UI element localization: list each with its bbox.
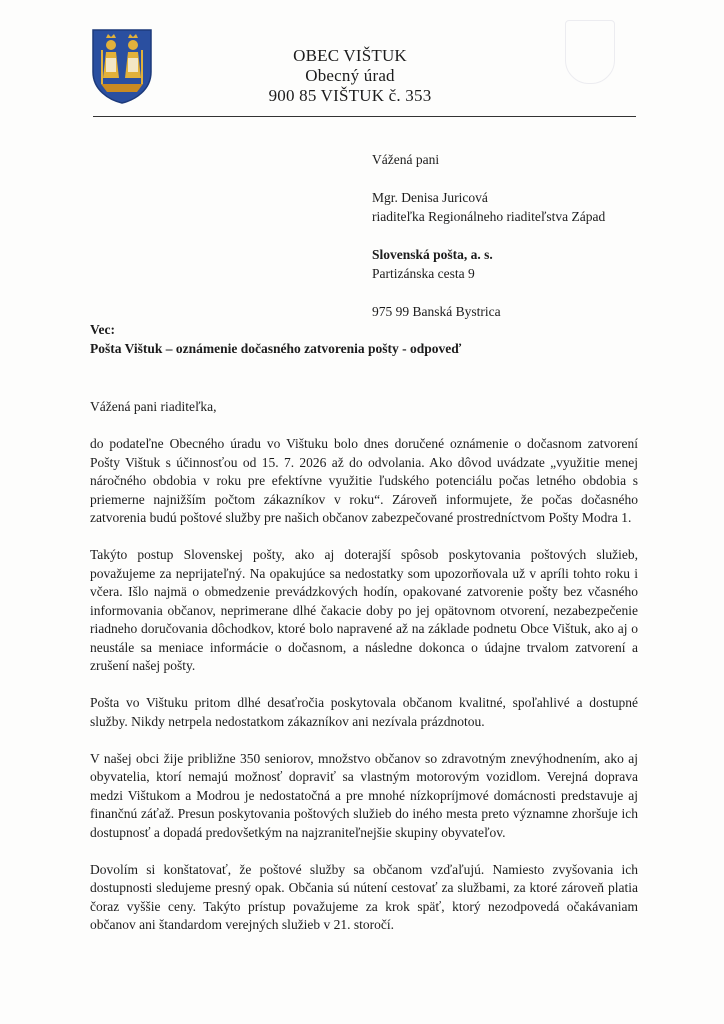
paragraph: Dovolím si konštatovať, že poštové služby sa občanom vzďaľujú. Namiesto zvyšovania ich dostupnosti sledujeme presný opak. Občania sú nútení cestovať za službami, za ktoré zároveň platia čoraz vyššie ceny. Takýto prístup považujeme za krok späť, ktorý nezodpovedá očakávaniam občanov ani štandardom verejných služieb v 21. storočí.	[90, 861, 638, 932]
letter-body	[90, 398, 638, 953]
letterhead	[250, 46, 450, 106]
addressee-street: Partizánska cesta 9	[372, 266, 475, 281]
subject-text: Pošta Vištuk – oznámenie dočasného zatvorenia pošty - odpoveď	[90, 341, 462, 356]
addressee-salutation: Vážená pani	[372, 152, 440, 167]
paragraph: Takýto postup Slovenskej pošty, ako aj doterajší spôsob poskytovania poštových služieb, považujeme za neprijateľný. Na opakujúce sa nedostatky som upozorňovala už v apríli tohto roku i včera. Išlo najmä o obmedzenie prevádzkových hodín, opakované zatvorenie pošty bez včasného informovania občanov, neprimerane dlhé čakacie doby po jej opätovnom otvorení, nezabezpečenie riadneho doručovania dôchodkov, ktoré bolo napravené až na základe podnetu Obce Vištuk, ako aj o neustále sa meniace informácie o dočasnom, a následne dokonca o údajne trvalom zatvorení a zrušení našej pošty.	[90, 547, 638, 673]
subject-label: Vec:	[90, 322, 115, 337]
header-divider	[93, 116, 636, 117]
municipality-name: OBEC VIŠTUK	[293, 46, 407, 65]
office-address: 900 85 VIŠTUK č. 353	[268, 86, 432, 105]
addressee-city: 975 99 Banská Bystrica	[372, 304, 501, 319]
addressee-company: Slovenská pošta, a. s.	[372, 247, 493, 262]
show-through-crest	[565, 20, 615, 84]
paragraph: Pošta vo Vištuku pritom dlhé desaťročia poskytovala občanom kvalitné, spoľahlivé a dostupné služby. Nikdy netrpela nedostatkom zákazníkov ani nezívala prázdnotou.	[90, 695, 638, 729]
paragraph: V našej obci žije približne 350 seniorov, množstvo občanov so zdravotným znevýhodnením, ako aj obyvatelia, ktorí nemajú možnosť dopraviť sa vlastným motorovým vozidlom. Verejná doprava medzi Vištukom a Modrou je nedostatočná a pre mnohé nízkopríjmové domácnosti predstavuje aj finančnú záťaž. Presun poskytovania poštových služieb do iného mesta preto významne zhoršuje ich dostupnosť a dopadá predovšetkým na najzraniteľnejšie skupiny obyvateľov.	[90, 750, 638, 840]
addressee-block	[372, 150, 672, 321]
addressee-name: Mgr. Denisa Juricová	[372, 190, 488, 205]
body-salutation: Vážená pani riaditeľka,	[90, 399, 217, 414]
subject-block	[90, 320, 630, 358]
coat-of-arms-icon	[91, 28, 153, 104]
office-name: Obecný úrad	[305, 66, 395, 85]
paragraph: do podateľne Obecného úradu vo Vištuku bolo dnes doručené oznámenie o dočasnom zatvorení Pošty Vištuk s účinnosťou od 15. 7. 2026 až do odvolania. Ako dôvod uvádzate „využitie menej náročného obdobia v roku pre efektívne využitie ľudského potenciálu počas letného obdobia s priemerne najnižším počtom zákazníkov v roku“. Zároveň informujete, že počas dočasného zatvorenia budú poštové služby pre našich občanov zabezpečované prostredníctvom Pošty Modra 1.	[90, 436, 638, 525]
addressee-role: riaditeľka Regionálneho riaditeľstva Západ	[372, 209, 606, 224]
